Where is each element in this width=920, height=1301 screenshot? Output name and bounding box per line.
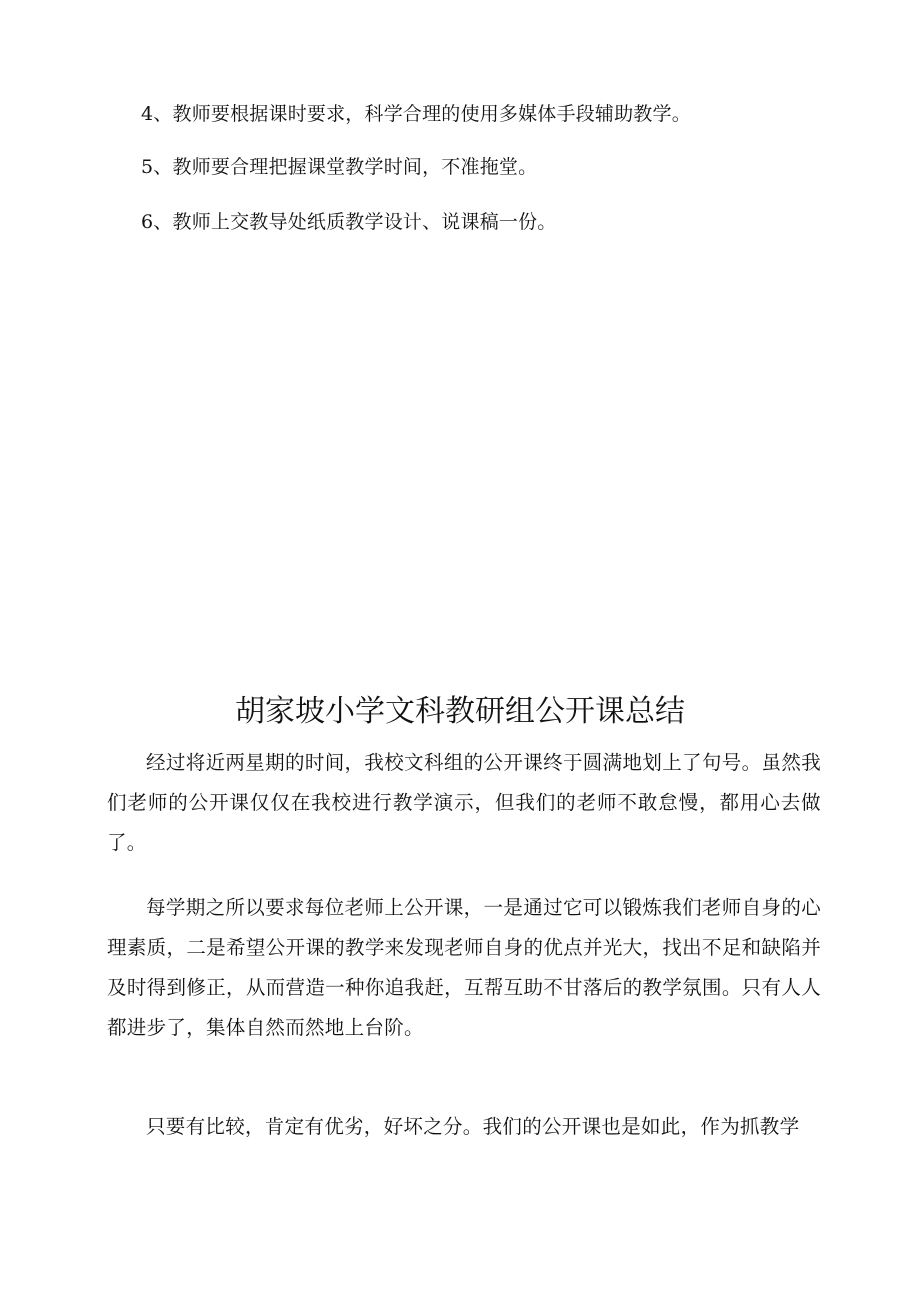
body-paragraph: 经过将近两星期的时间，我校文科组的公开课终于圆满地划上了句号。虽然我们老师的公开课仅仅在我校进行教学演示，但我们的老师不敢怠慢，都用心去做了。 [107,751,821,854]
body-paragraph: 只要有比较，肯定有优劣，好坏之分。我们的公开课也是如此，作为抓教学 [146,1115,800,1138]
list-item: 4、教师要根据课时要求，科学合理的使用多媒体手段辅助教学。 [141,103,691,125]
page-title: 胡家坡小学文科教研组公开课总结 [235,694,685,729]
list-item: 6、教师上交教导处纸质教学设计、说课稿一份。 [141,211,557,233]
list-item: 5、教师要合理把握课堂教学时间，不准拖堂。 [141,156,538,178]
body-paragraph: 每学期之所以要求每位老师上公开课，一是通过它可以锻炼我们老师自身的心理素质，二是希望公开课的教学来发现老师自身的优点并光大，找出不足和缺陷并及时得到修正，从而营造一种你追我赶，互帮互助不甘落后的教学氛围。只有人人都进步了，集体自然而然地上台阶。 [107,896,821,1039]
